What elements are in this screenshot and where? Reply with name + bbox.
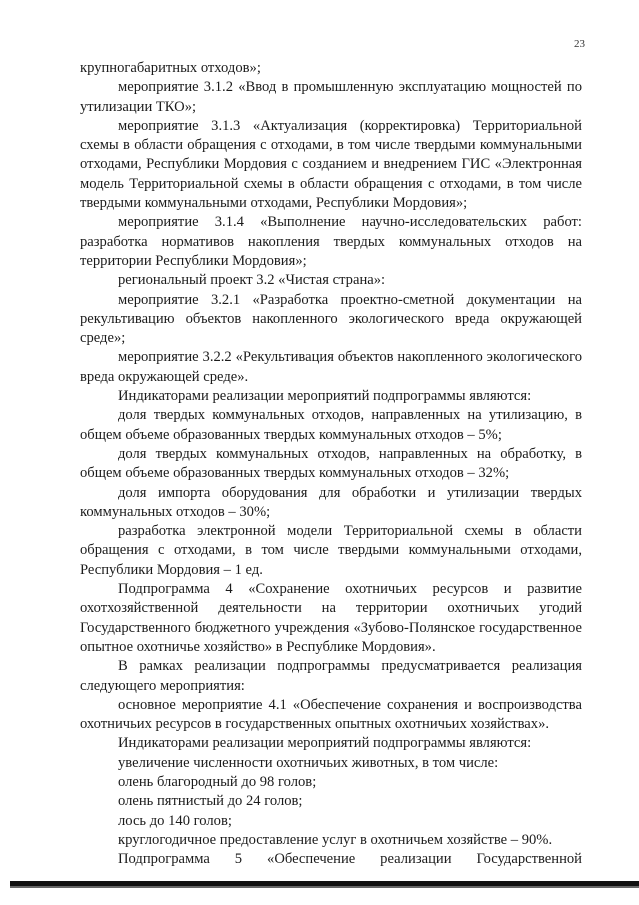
- paragraph: региональный проект 3.2 «Чистая страна»:: [118, 272, 386, 289]
- paragraph: доля импорта оборудования для обработки и утилизации твердых коммунальных отходов – 30%;: [80, 484, 582, 520]
- paragraph: основное мероприятие 4.1 «Обеспечение сохранения и воспроизводства охотничьих ресурсов в государственных опытных охотничьих хозяйствах».: [80, 696, 582, 733]
- paragraph: крупногабаритных отходов»;: [80, 60, 261, 76]
- paragraph: Индикаторами реализации мероприятий подпрограммы являются:: [118, 735, 532, 752]
- paragraph: Подпрограмма 5 «Обеспечение реализации Государственной: [118, 851, 582, 868]
- paragraph: мероприятие 3.2.2 «Рекультивация объектов накопленного экологического вреда окружающей среде».: [80, 349, 582, 385]
- scan-edge-shadow: [10, 886, 639, 888]
- page-number: 23: [574, 38, 585, 50]
- paragraph: олень благородный до 98 голов;: [118, 773, 317, 790]
- paragraph: доля твердых коммунальных отходов, направленных на утилизацию, в общем объеме образованных твердых коммунальных отходов – 5%;: [80, 407, 582, 443]
- document-body: [80, 59, 582, 869]
- paragraph: увеличение численности охотничьих животных, в том числе:: [118, 754, 499, 771]
- paragraph: Индикаторами реализации мероприятий подпрограммы являются:: [118, 388, 532, 405]
- paragraph: круглогодичное предоставление услуг в охотничьем хозяйстве – 90%.: [118, 831, 553, 848]
- paragraph: мероприятие 3.2.1 «Разработка проектно-сметной документации на рекультивацию объектов накопленного экологического вреда окружающей среде»;: [80, 291, 582, 347]
- paragraph: лось до 140 голов;: [118, 812, 232, 829]
- paragraph: разработка электронной модели Территориальной схемы в области обращения с отходами, в том числе твердыми коммунальными отходами, Республики Мордовия – 1 ед.: [80, 523, 582, 578]
- paragraph: мероприятие 3.1.3 «Актуализация (корректировка) Территориальной схемы в области обращения с отходами, в том числе твердыми коммунальными отходами, Республики Мордовия с созданием и внедрением ГИС «Электронная модель Территориальной схемы в области обращения с отходами, в том числе твердыми коммунальными отходами, Республики Мордовия»;: [80, 117, 582, 212]
- paragraph: Подпрограмма 4 «Сохранение охотничьих ресурсов и развитие охотхозяйственной деятельности на территории охотничьих угодий Государственного бюджетного учреждения «Зубово-Полянское государственное опытное охотничье хозяйство» в Республике Мордовия».: [80, 581, 582, 655]
- paragraph: олень пятнистый до 24 голов;: [118, 793, 303, 810]
- paragraph: В рамках реализации подпрограммы предусматривается реализация следующего мероприятия:: [80, 658, 582, 694]
- paragraph: доля твердых коммунальных отходов, направленных на обработку, в общем объеме образованных твердых коммунальных отходов – 32%;: [80, 445, 582, 482]
- paragraph: мероприятие 3.1.2 «Ввод в промышленную эксплуатацию мощностей по утилизации ТКО»;: [80, 79, 582, 115]
- paragraph: мероприятие 3.1.4 «Выполнение научно-исследовательских работ: разработка нормативов накопления твердых коммунальных отходов на территории Республики Мордовия»;: [80, 214, 582, 269]
